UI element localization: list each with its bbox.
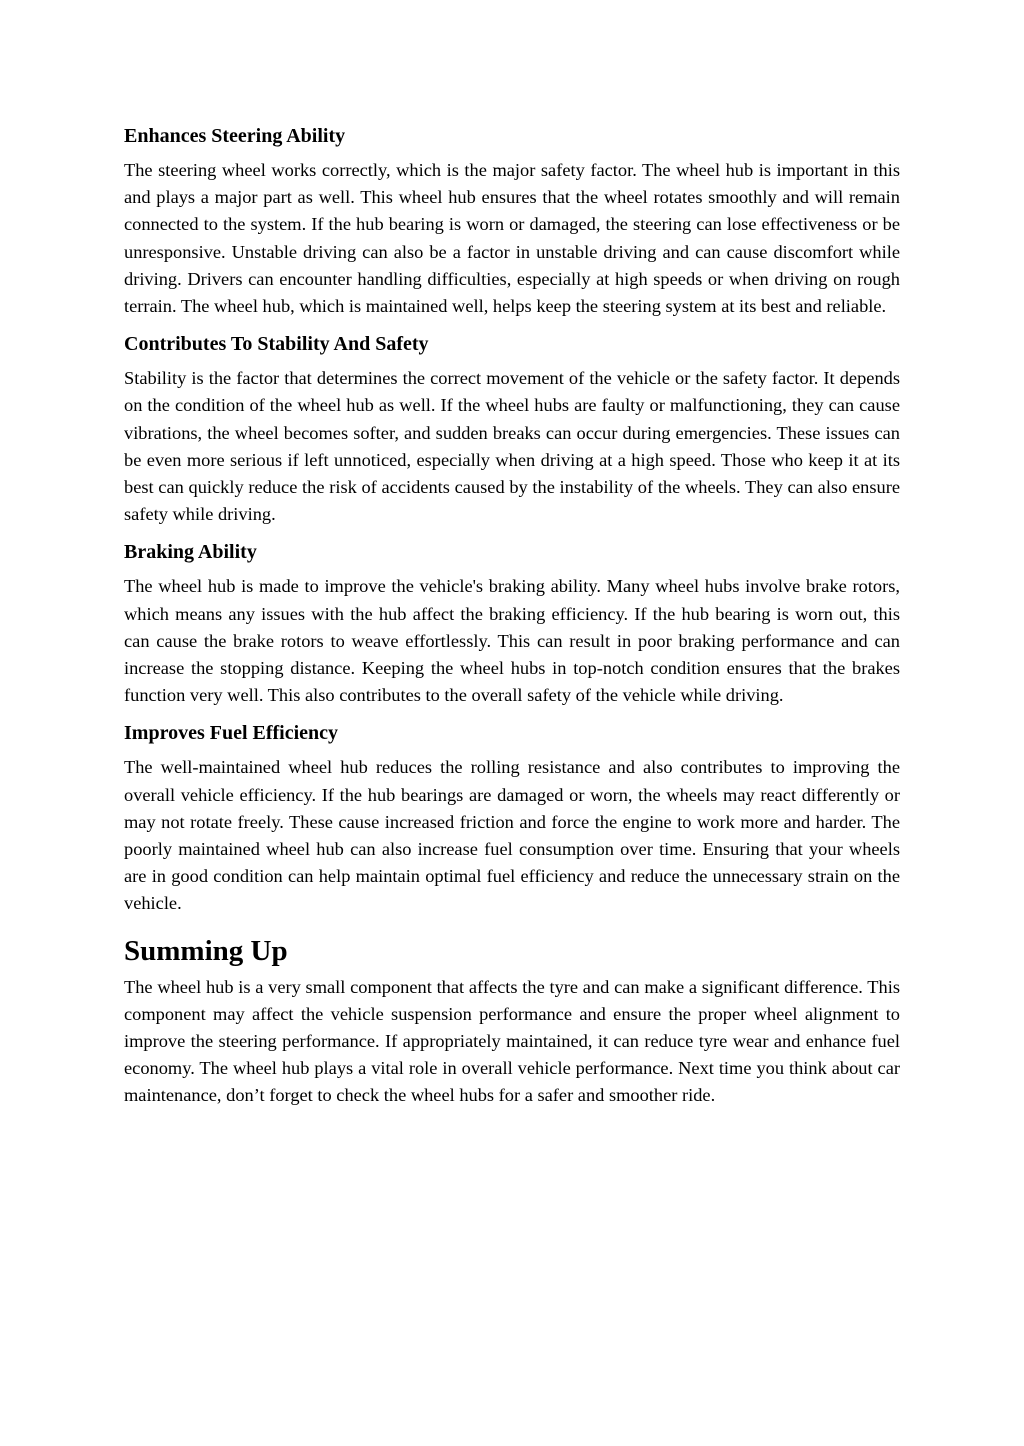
document-page xyxy=(124,124,900,1122)
section-heading-braking: Braking Ability xyxy=(124,541,257,564)
section-paragraph-braking: The wheel hub is made to improve the vehicle's braking ability. Many wheel hubs involve brake rotors, which means any issues with the hub affect the braking efficiency. If the hub bearing is worn out, this can cause the brake rotors to weave effortlessly. This can result in poor braking performance and can increase the stopping distance. Keeping the wheel hubs in top-notch condition ensures that the brakes function very well. This also contributes to the overall safety of the vehicle while driving. xyxy=(124,576,900,706)
summary-heading: Summing Up xyxy=(124,934,288,967)
section-heading-stability: Contributes To Stability And Safety xyxy=(124,333,429,356)
section-paragraph-stability: Stability is the factor that determines the correct movement of the vehicle or the safety factor. It depends on the condition of the wheel hub as well. If the wheel hubs are faulty or malfunctioning, they can cause vibrations, the wheel becomes softer, and sudden breaks can occur during emergencies. These issues can be even more serious if left unnoticed, especially when driving at a high speed. Those who keep it at its best can quickly reduce the risk of accidents caused by the instability of the wheels. They can also ensure safety while driving. xyxy=(124,368,900,525)
section-heading-fuel: Improves Fuel Efficiency xyxy=(124,722,339,745)
section-paragraph-steering: The steering wheel works correctly, which is the major safety factor. The wheel hub is important in this and plays a major part as well. This wheel hub ensures that the wheel rotates smoothly and will remain connected to the system. If the hub bearing is worn or damaged, the steering can lose effectiveness or be unresponsive. Unstable driving can also be a factor in unstable driving and can cause discomfort while driving. Drivers can encounter handling difficulties, especially at high speeds or when driving on rough terrain. The wheel hub, which is maintained well, helps keep the steering system at its best and reliable. xyxy=(124,160,900,317)
section-heading-steering: Enhances Steering Ability xyxy=(124,125,346,147)
summary-paragraph: The wheel hub is a very small component that affects the tyre and can make a significant difference. This component may affect the vehicle suspension performance and ensure the proper wheel alignment to improve the steering performance. If appropriately maintained, it can reduce tyre wear and enhance fuel economy. The wheel hub plays a vital role in overall vehicle performance. Next time you think about car maintenance, don’t forget to check the wheel hubs for a safer and smoother ride. xyxy=(124,976,900,1106)
section-paragraph-fuel: The well-maintained wheel hub reduces the rolling resistance and also contributes to improving the overall vehicle efficiency. If the hub bearings are damaged or worn, the wheels may react differently or may not rotate freely. These cause increased friction and force the engine to work more and harder. The poorly maintained wheel hub can also increase fuel consumption over time. Ensuring that your wheels are in good condition can help maintain optimal fuel efficiency and reduce the unnecessary strain on the vehicle. xyxy=(124,757,900,914)
